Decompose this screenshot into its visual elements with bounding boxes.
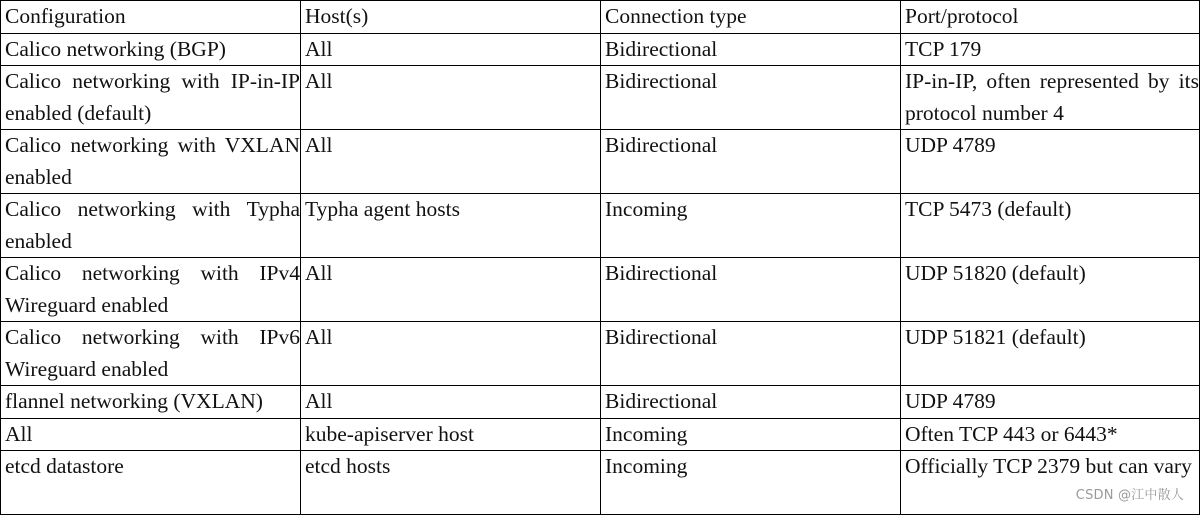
cell-port-protocol: TCP 179 [901,33,1200,66]
cell-hosts: All [301,322,601,386]
cell-port-protocol: UDP 4789 [901,130,1200,194]
header-port-protocol: Port/protocol [901,1,1200,34]
table-row [1,66,1200,130]
cell-configuration: All [1,418,301,451]
cell-configuration: Calico networking (BGP) [1,33,301,66]
cell-connection-type: Bidirectional [601,258,901,322]
cell-configuration: Calico networking with IPv4 Wireguard enabled [1,258,301,322]
table-row [1,194,1200,258]
cell-connection-type: Incoming [601,418,901,451]
cell-configuration: Calico networking with VXLAN enabled [1,130,301,194]
cell-configuration: Calico networking with Typha enabled [1,194,301,258]
cell-port-protocol: Officially TCP 2379 but can vary [901,451,1200,515]
header-configuration: Configuration [1,1,301,34]
cell-hosts: kube-apiserver host [301,418,601,451]
cell-connection-type: Incoming [601,451,901,515]
cell-hosts: All [301,258,601,322]
table-row [1,386,1200,419]
header-connection-type: Connection type [601,1,901,34]
cell-connection-type: Bidirectional [601,33,901,66]
cell-port-protocol: Often TCP 443 or 6443* [901,418,1200,451]
cell-hosts: etcd hosts [301,451,601,515]
table-row [1,418,1200,451]
cell-hosts: All [301,386,601,419]
cell-port-protocol: UDP 51820 (default) [901,258,1200,322]
table-row [1,130,1200,194]
cell-connection-type: Bidirectional [601,130,901,194]
cell-hosts: Typha agent hosts [301,194,601,258]
header-hosts: Host(s) [301,1,601,34]
cell-configuration: Calico networking with IP-in-IP enabled (default) [1,66,301,130]
table-row [1,322,1200,386]
cell-connection-type: Bidirectional [601,322,901,386]
cell-configuration: etcd datastore [1,451,301,515]
table-row [1,451,1200,515]
cell-port-protocol: UDP 4789 [901,386,1200,419]
watermark: CSDN @江中散人 [1075,488,1184,503]
cell-connection-type: Incoming [601,194,901,258]
table-row [1,33,1200,66]
cell-port-protocol: UDP 51821 (default) [901,322,1200,386]
cell-configuration: flannel networking (VXLAN) [1,386,301,419]
cell-port-protocol: IP-in-IP, often represented by its protocol number 4 [901,66,1200,130]
cell-connection-type: Bidirectional [601,386,901,419]
cell-hosts: All [301,33,601,66]
table-row [1,258,1200,322]
cell-connection-type: Bidirectional [601,66,901,130]
cell-hosts: All [301,130,601,194]
cell-port-protocol: TCP 5473 (default) [901,194,1200,258]
table-header-row [1,1,1200,34]
cell-hosts: All [301,66,601,130]
cell-configuration: Calico networking with IPv6 Wireguard enabled [1,322,301,386]
